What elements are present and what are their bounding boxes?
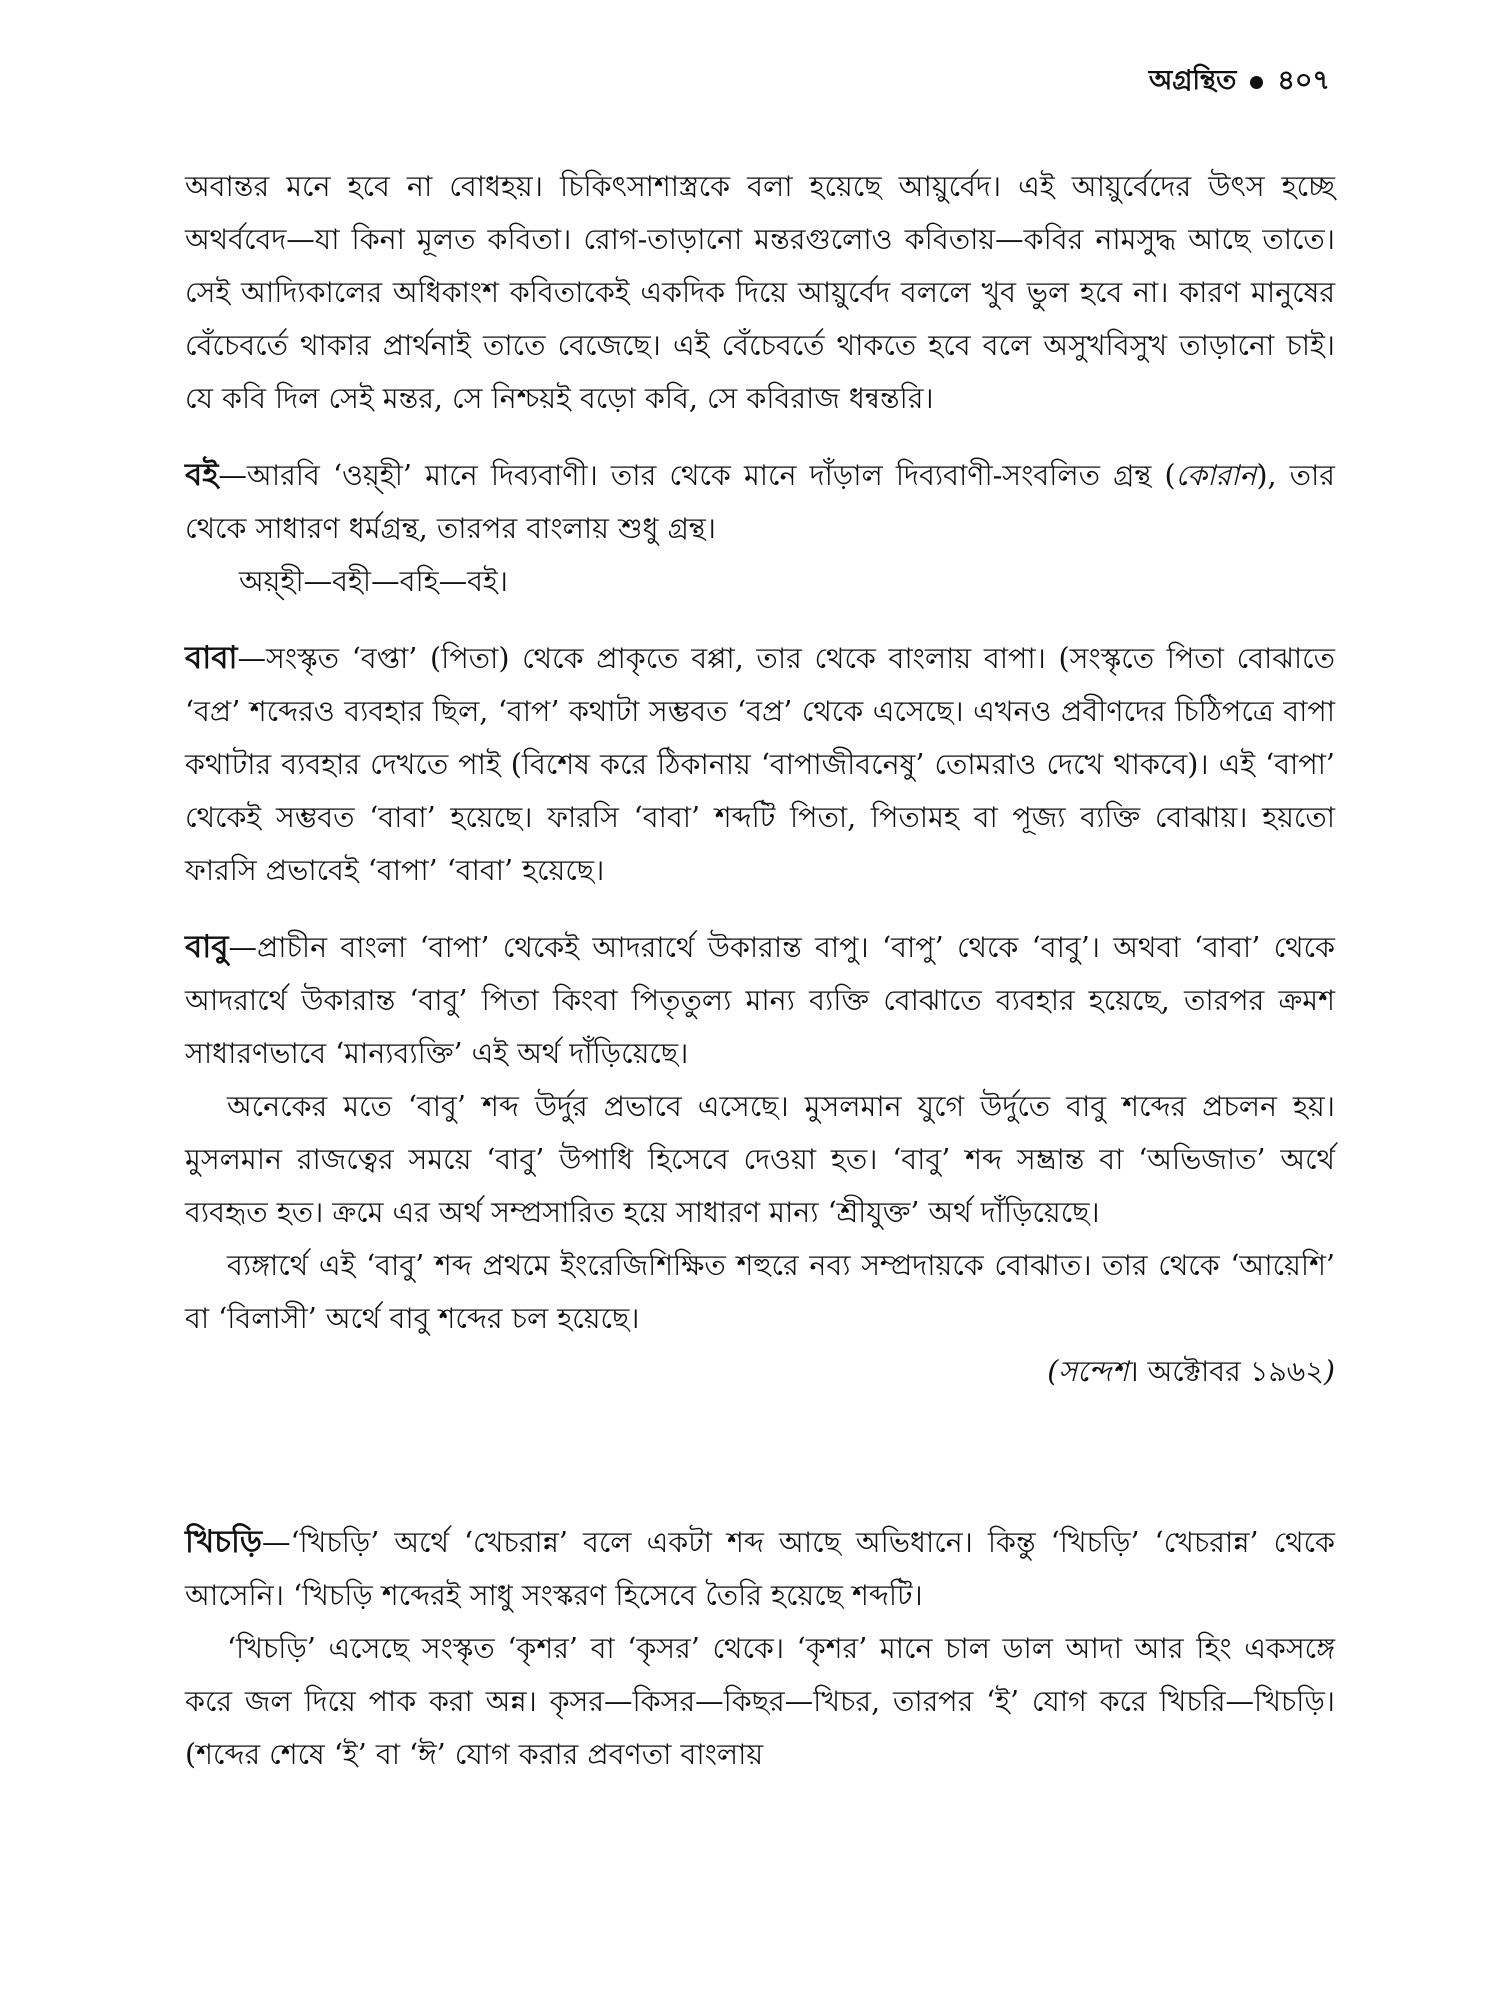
- entry-babu-paragraph-3: ব্যঙ্গার্থে এই ‘বাবু’ শব্দ প্রথমে ইংরেজিশিক্ষিত শহুরে নব্য সম্প্রদায়কে বোঝাত। তার থেকে ‘আয়েশি’ বা ‘বিলাসী’ অর্থে বাবু শব্দের চল হয়েছে।: [185, 1249, 1335, 1335]
- entry-boi-text-a: —আরবি ‘ওয়্হী’ মানে দিব্যবাণী। তার থেকে মানে দাঁড়াল দিব্যবাণী-সংবলিত গ্রন্থ (: [218, 459, 1176, 492]
- bullet-separator: [1250, 76, 1263, 89]
- entry-babu: [185, 921, 1335, 1080]
- headword-baba: বাবা: [185, 640, 238, 676]
- source-title: সন্দেশ: [1058, 1355, 1129, 1388]
- entry-khichri-paragraph-2: ‘খিচড়ি’ এসেছে সংস্কৃত ‘কৃশর’ বা ‘কৃসর’ থেকে। ‘কৃশর’ মানে চাল ডাল আদা আর হিং একসঙ্গে করে জল দিয়ে পাক করা অন্ন। কৃসর—কিসর—কিছর—খিচর, তারপর ‘ই’ যোগ করে খিচরি—খিচড়ি। (শব্দের শেষে ‘ই’ বা ‘ঈ’ যোগ করার প্রবণতা বাংলায়: [185, 1632, 1335, 1771]
- headword-khichri: খিচড়ি: [185, 1524, 262, 1560]
- page-header: [1149, 60, 1330, 105]
- entry-khichri: [185, 1516, 1335, 1622]
- headword-babu: বাবু: [185, 929, 229, 965]
- page-body: [185, 160, 1335, 1781]
- page-number: ৪০৭: [1277, 65, 1330, 96]
- entry-boi-text-b: ), তার থেকে সাধারণ ধর্মগ্রন্থ, তারপর বাংলায় শুধু গ্রন্থ।: [185, 459, 1335, 545]
- source-date: । অক্টোবর ১৯৬২: [1128, 1355, 1324, 1388]
- entry-babu-source: (সন্দেশ। অক্টোবর ১৯৬২): [1047, 1355, 1335, 1388]
- intro-paragraph: অবান্তর মনে হবে না বোধহয়। চিকিৎসাশাস্ত্রকে বলা হয়েছে আয়ুর্বেদ। এই আয়ুর্বেদের উৎস হচ্ছে অথর্ববেদ—যা কিনা মূলত কবিতা। রোগ-তাড়ানো মন্তরগুলোও কবিতায়—কবির নামসুদ্ধ আছে তাতে। সেই আদ্যিকালের অধিকাংশ কবিতাকেই একদিক দিয়ে আয়ুর্বেদ বললে খুব ভুল হবে না। কারণ মানুষের বেঁচেবর্তে থাকার প্রার্থনাই তাতে বেজেছে। এই বেঁচেবর্তে থাকতে হবে বলে অসুখবিসুখ তাড়ানো চাই। যে কবি দিল সেই মন্তর, সে নিশ্চয়ই বড়ো কবি, সে কবিরাজ ধন্বন্তরি।: [185, 170, 1335, 415]
- entry-babu-text: —প্রাচীন বাংলা ‘বাপা’ থেকেই আদরার্থে উকারান্ত বাপু। ‘বাপু’ থেকে ‘বাবু’। অথবা ‘বাবা’ থেকে আদরার্থে উকারান্ত ‘বাবু’ পিতা কিংবা পিতৃতুল্য মান্য ব্যক্তি বোঝাতে ব্যবহার হয়েছে, তারপর ক্রমশ সাধারণভাবে ‘মান্যব্যক্তি’ এই অর্থ দাঁড়িয়েছে।: [185, 931, 1335, 1070]
- entry-baba: [185, 632, 1335, 897]
- entry-boi: [185, 449, 1335, 555]
- running-title: অগ্রন্থিত: [1148, 65, 1237, 96]
- entry-baba-text: —সংস্কৃত ‘বপ্তা’ (পিতা) থেকে প্রাকৃতে বপ্পা, তার থেকে বাংলায় বাপা। (সংস্কৃতে পিতা বোঝাতে ‘বপ্র’ শব্দেরও ব্যবহার ছিল, ‘বাপ’ কথাটা সম্ভবত ‘বপ্র’ থেকে এসেছে। এখনও প্রবীণদের চিঠিপত্রে বাপা কথাটার ব্যবহার দেখতে পাই (বিশেষ করে ঠিকানায় ‘বাপাজীবনেষু’ তোমরাও দেখে থাকবে)। এই ‘বাপা’ থেকেই সম্ভবত ‘বাবা’ হয়েছে। ফারসি ‘বাবা’ শব্দটি পিতা, পিতামহ বা পূজ্য ব্যক্তি বোঝায়। হয়তো ফারসি প্রভাবেই ‘বাপা’ ‘বাবা’ হয়েছে।: [185, 642, 1335, 887]
- entry-boi-derivation: অয়্হী—বহী—বহি—বই।: [239, 565, 508, 598]
- entry-babu-paragraph-2: অনেকের মতে ‘বাবু’ শব্দ উর্দুর প্রভাবে এসেছে। মুসলমান যুগে উর্দুতে বাবু শব্দের প্রচলন হয়। মুসলমান রাজত্বের সময়ে ‘বাবু’ উপাধি হিসেবে দেওয়া হত। ‘বাবু’ শব্দ সম্ভ্রান্ত বা ‘অভিজাত’ অর্থে ব্যবহৃত হত। ক্রমে এর অর্থ সম্প্রসারিত হয়ে সাধারণ মান্য ‘শ্রীযুক্ত’ অর্থ দাঁড়িয়েছে।: [185, 1090, 1335, 1229]
- entry-khichri-text: —‘খিচড়ি’ অর্থে ‘খেচরান্ন’ বলে একটা শব্দ আছে অভিধানে। কিন্তু ‘খিচড়ি’ ‘খেচরান্ন’ থেকে আসেনি। ‘খিচড়ি শব্দেরই সাধু সংস্করণ হিসেবে তৈরি হয়েছে শব্দটি।: [185, 1526, 1335, 1612]
- entry-boi-italic: কোরান: [1175, 459, 1257, 492]
- headword-boi: বই: [185, 457, 219, 493]
